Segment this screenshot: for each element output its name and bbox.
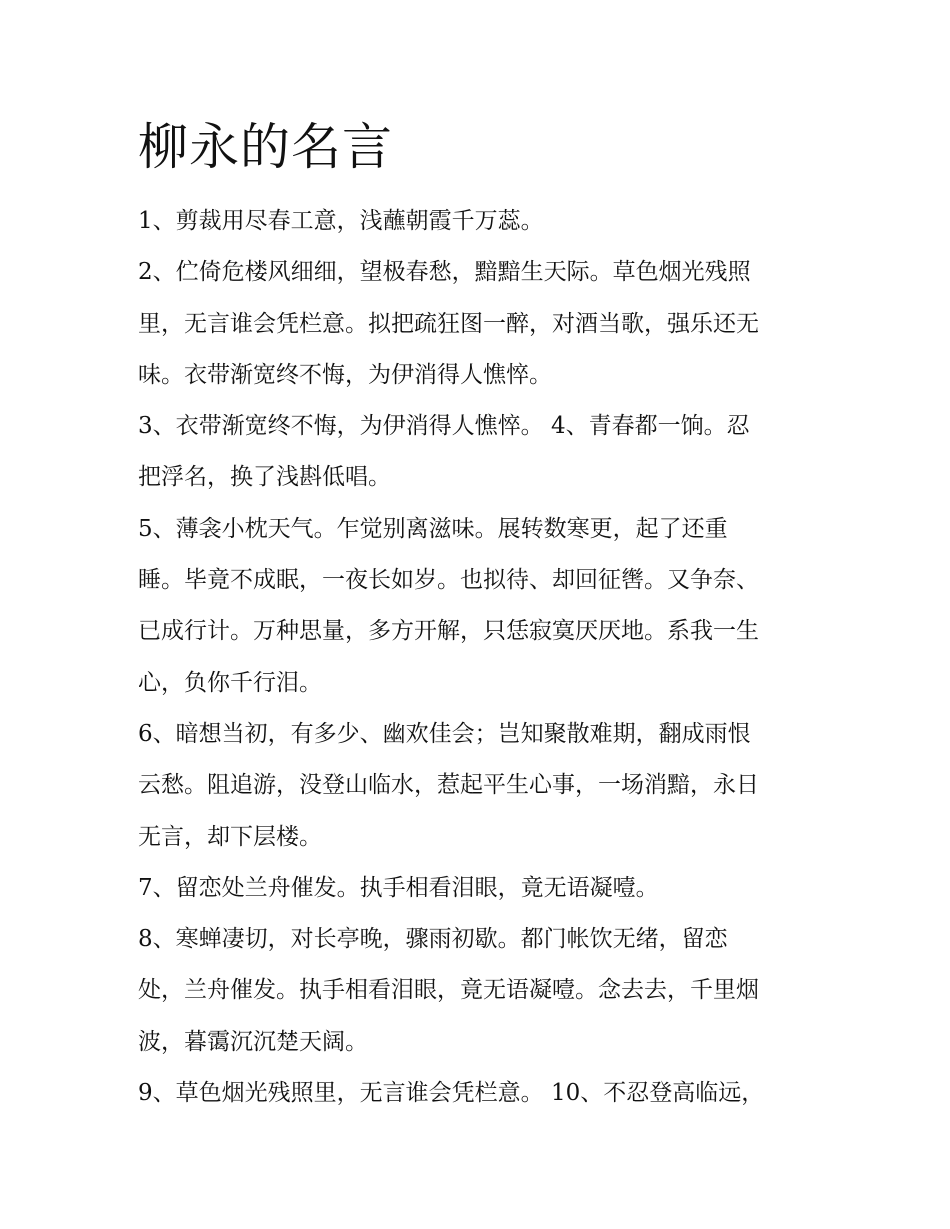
quote-paragraph [138,863,828,914]
quote-paragraph [138,914,828,1068]
quote-paragraph [138,709,828,863]
page-title: 柳永的名言 [138,118,393,176]
text-line: 3、衣带渐宽终不悔，为伊消得人憔悴。 4、青春都一饷。忍 [138,413,750,440]
quote-paragraph [138,504,828,709]
quote-paragraph [138,247,828,401]
text-line: 2、伫倚危楼风细细，望极春愁，黯黯生天际。草色烟光残照 [138,259,751,286]
quote-list [138,196,828,1119]
text-line: 5、薄衾小枕天气。乍觉别离滋味。展转数寒更，起了还重 [138,515,728,542]
text-line: 6、暗想当初，有多少、幽欢佳会；岂知聚散难期，翻成雨恨 [138,720,751,747]
text-line: 9、草色烟光残照里，无言谁会凭栏意。 10、不忍登高临远， [138,1080,765,1107]
text-line: 1、剪裁用尽春工意，浅蘸朝霞千万蕊。 [138,208,544,234]
text-line: 味。衣带渐宽终不悔，为伊消得人憔悴。 [138,361,552,388]
quote-paragraph [138,401,828,504]
quote-paragraph [138,196,828,247]
text-line: 云愁。阻追游，没登山临水，惹起平生心事，一场消黯，永日 [138,772,759,799]
quote-paragraph [138,1068,828,1119]
text-line: 波，暮霭沉沉楚天阔。 [138,1028,368,1055]
text-line: 心，负你千行泪。 [138,669,322,696]
text-line: 睡。毕竟不成眠，一夜长如岁。也拟待、却回征辔。又争奈、 [138,567,759,594]
text-line: 无言，却下层楼。 [138,823,322,850]
text-line: 把浮名，换了浅斟低唱。 [138,464,391,491]
text-line: 8、寒蝉凄切，对长亭晚，骤雨初歇。都门帐饮无绪，留恋 [138,926,728,953]
text-line: 处，兰舟催发。执手相看泪眼，竟无语凝噎。念去去，千里烟 [138,977,759,1004]
text-line: 已成行计。万种思量，多方开解，只恁寂寞厌厌地。系我一生 [138,618,759,645]
text-line: 里，无言谁会凭栏意。拟把疏狂图一醉，对酒当歌，强乐还无 [138,310,759,337]
text-line: 7、留恋处兰舟催发。执手相看泪眼，竟无语凝噎。 [138,874,659,901]
